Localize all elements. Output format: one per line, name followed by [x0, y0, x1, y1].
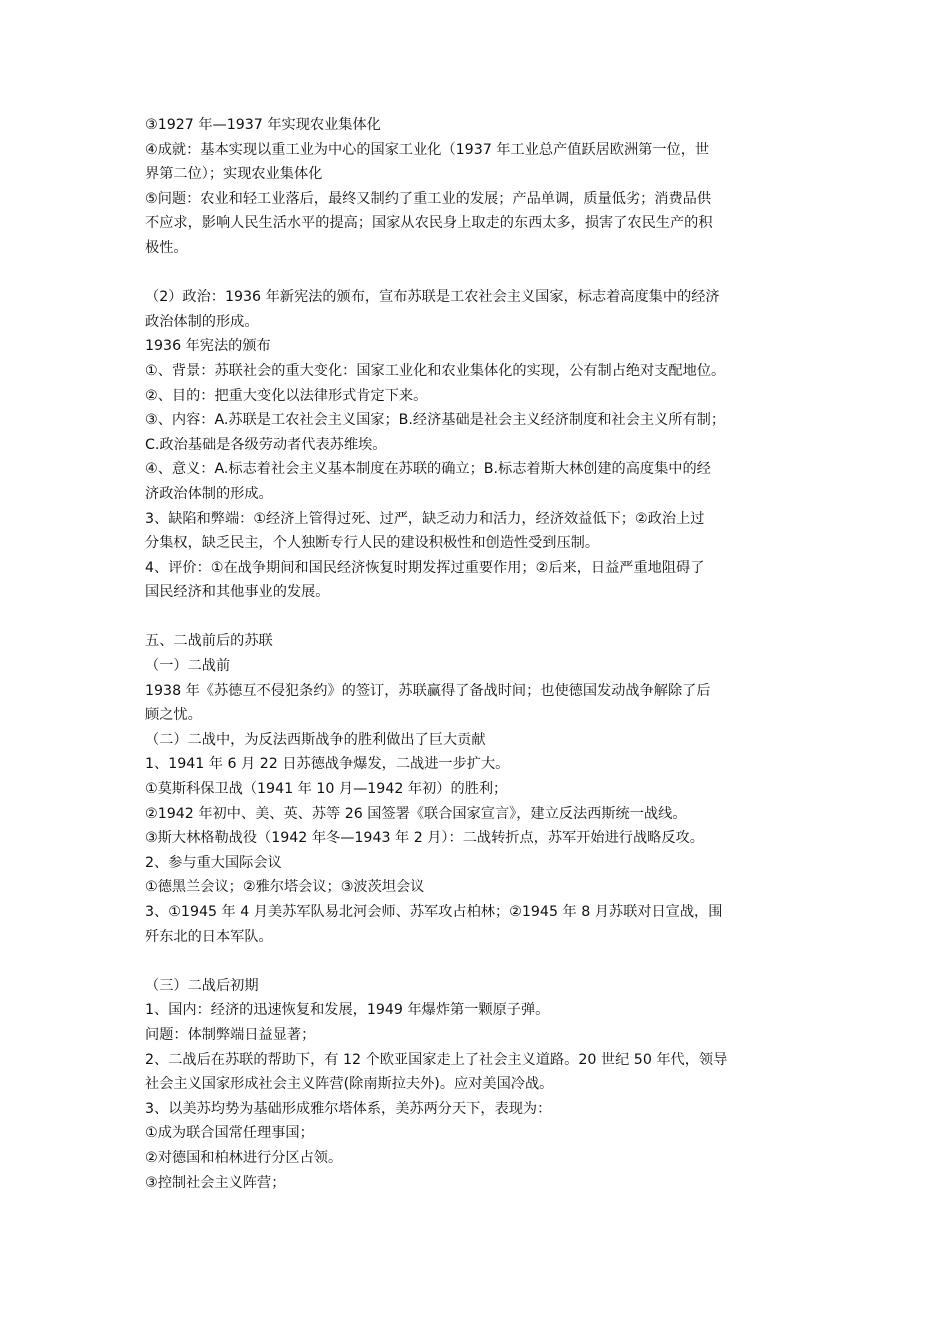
text-line: 2、参与重大国际会议 [145, 854, 282, 871]
text-line: 社会主义国家形成社会主义阵营(除南斯拉夫外)。应对美国冷战。 [145, 1076, 554, 1093]
text-line: 界第二位）；实现农业集体化 [145, 166, 323, 183]
text-line: 1938 年《苏德互不侵犯条约》的签订，苏联赢得了备战时间；也使德国发动战争解除了后 [145, 682, 711, 699]
text-line: 2、二战后在苏联的帮助下，有 12 个欧亚国家走上了社会主义道路。20 世纪 50 年代，领导 [145, 1051, 728, 1068]
text-line: 1、国内：经济的迅速恢复和发展，1949 年爆炸第一颗原子弹。 [145, 1002, 550, 1019]
text-line: 歼东北的日本军队。 [145, 928, 273, 945]
text-line: （一）二战前 [145, 658, 231, 675]
document-page [145, 113, 810, 1195]
text-line: 政治体制的形成。 [145, 313, 259, 330]
text-line: 1936 年宪法的颁布 [145, 338, 271, 355]
text-line: ②对德国和柏林进行分区占领。 [145, 1149, 343, 1166]
text-line: 不应求，影响人民生活水平的提高；国家从农民身上取走的东西太多，损害了农民生产的积 [145, 215, 713, 232]
text-line: 国民经济和其他事业的发展。 [145, 584, 330, 601]
text-line: ③控制社会主义阵营； [145, 1174, 286, 1191]
text-line: ③1927 年—1937 年实现农业集体化 [145, 117, 381, 133]
text-line: ④、意义：A.标志着社会主义基本制度在苏联的确立；B.标志着斯大林创建的高度集中的经 [145, 461, 711, 478]
blank-line [145, 605, 810, 630]
text-line: 济政治体制的形成。 [145, 485, 273, 502]
blank-line [145, 261, 810, 286]
text-line: ①德黑兰会议；②雅尔塔会议；③波茨坦会议 [145, 879, 425, 896]
text-line: ④成就：基本实现以重工业为中心的国家工业化（1937 年工业总产值跃居欧洲第一位，世 [145, 141, 710, 158]
text-line: （2）政治：1936 年新宪法的颁布，宣布苏联是工农社会主义国家，标志着高度集中的经济 [145, 289, 720, 306]
text-line: 分集权，缺乏民主，个人独断专行人民的建设积极性和创造性受到压制。 [145, 535, 600, 552]
text-line: ③斯大林格勒战役（1942 年冬—1943 年 2 月）：二战转折点，苏军开始进行战略反攻。 [145, 830, 704, 847]
text-line: （三）二战后初期 [145, 977, 259, 994]
text-line: 五、二战前后的苏联 [145, 633, 273, 650]
text-line: ①成为联合国常任理事国； [145, 1125, 314, 1142]
text-line: C.政治基础是各级劳动者代表苏维埃。 [145, 436, 387, 453]
text-line: ①、背景：苏联社会的重大变化：国家工业化和农业集体化的实现，公有制占绝对支配地位。 [145, 362, 726, 379]
text-line: 3、以美苏均势为基础形成雅尔塔体系，美苏两分天下，表现为： [145, 1100, 552, 1117]
text-line: 问题：体制弊端日益显著； [145, 1026, 316, 1043]
text-line: 4、评价：①在战争期间和国民经济恢复时期发挥过重要作用；②后来，日益严重地阻碍了 [145, 559, 705, 576]
text-line: 极性。 [145, 239, 188, 256]
text-line: 3、缺陷和弊端：①经济上管得过死、过严，缺乏动力和活力，经济效益低下；②政治上过 [145, 510, 705, 527]
text-line: ③、内容：A.苏联是工农社会主义国家；B.经济基础是社会主义经济制度和社会主义所有制； [145, 412, 726, 429]
text-line: 顾之忧。 [145, 707, 202, 724]
text-line: 1、1941 年 6 月 22 日苏德战争爆发，二战进一步扩大。 [145, 756, 510, 773]
text-line: ①莫斯科保卫战（1941 年 10 月—1942 年初）的胜利； [145, 781, 508, 798]
text-line: ⑤问题：农业和轻工业落后，最终又制约了重工业的发展；产品单调，质量低劣；消费品供 [145, 190, 712, 207]
text-line: 3、①1945 年 4 月美苏军队易北河会师、苏军攻占柏林；②1945 年 8 月苏联对日宣战，围 [145, 904, 723, 920]
blank-line [145, 949, 810, 974]
text-line: （二）二战中，为反法西斯战争的胜利做出了巨大贡献 [145, 731, 486, 748]
text-line: ②、目的：把重大变化以法律形式肯定下来。 [145, 387, 428, 404]
text-line: ②1942 年初中、美、英、苏等 26 国签署《联合国家宣言》，建立反法西斯统一战线。 [145, 805, 687, 822]
